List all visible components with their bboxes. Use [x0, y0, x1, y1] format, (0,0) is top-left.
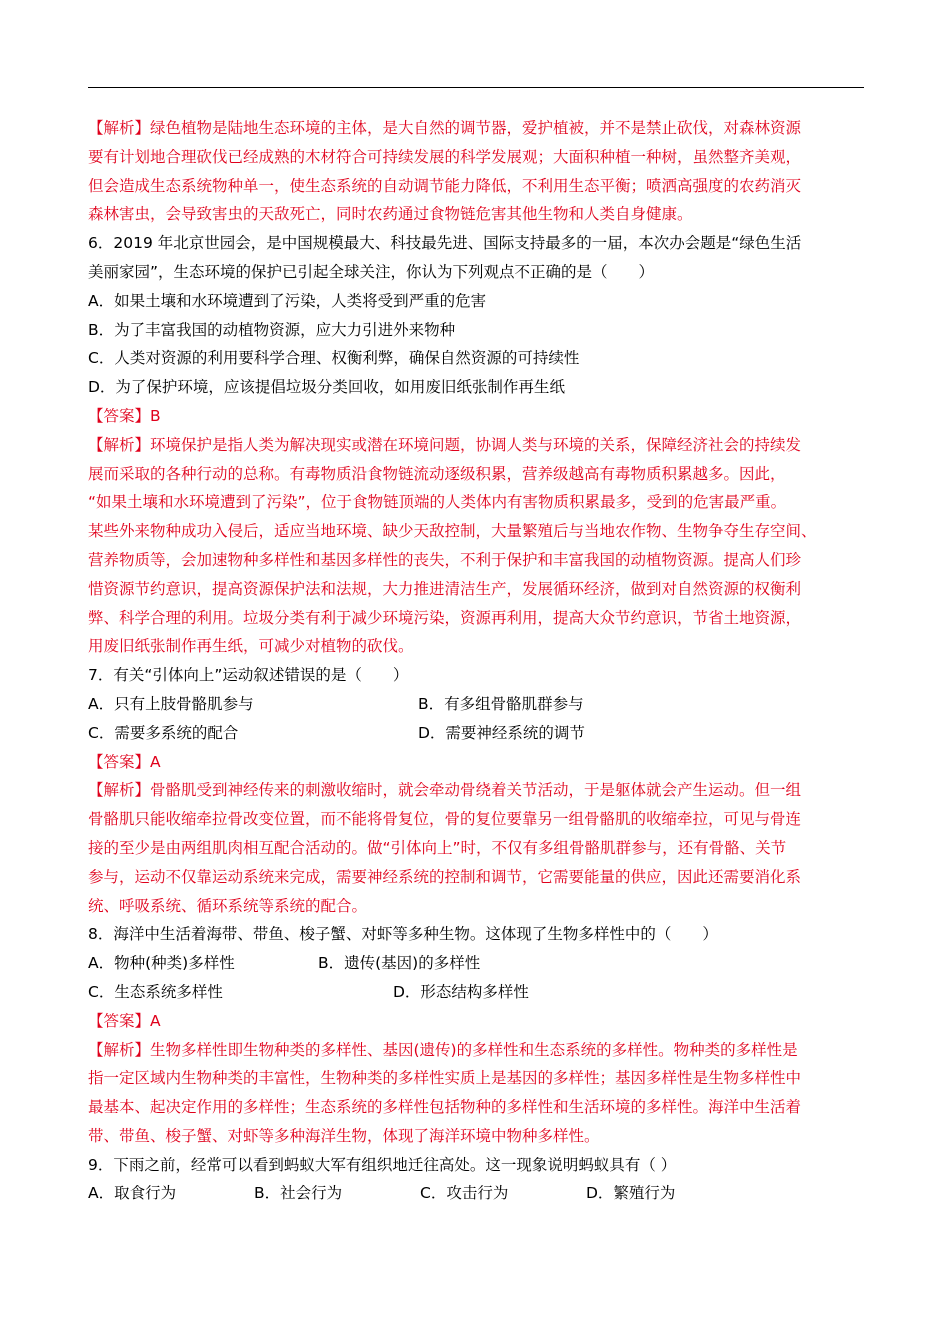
analysis-line: 最基本、起决定作用的多样性；生态系统的多样性包括物种的多样性和生活环境的多样性。海洋中生活着	[88, 1098, 802, 1117]
question-7	[88, 661, 864, 920]
answer: 【答案】A	[88, 1011, 161, 1030]
analysis-line: 要有计划地合理砍伐已经成熟的木材符合可持续发展的科学发展观；大面积种植一种树，虽然整齐美观，	[88, 147, 802, 166]
question-stem: 6．2019 年北京世园会，是中国规模最大、科技最先进、国际支持最多的一届，本次办会题是“绿色生活	[88, 234, 802, 253]
analysis-prev	[88, 114, 864, 229]
option-c: C．需要多系统的配合	[88, 723, 239, 742]
option-a: A．只有上肢骨骼肌参与	[88, 694, 254, 713]
options-row	[88, 978, 864, 1007]
option-d: D．为了保护环境，应该提倡垃圾分类回收，如用废旧纸张制作再生纸	[88, 378, 565, 397]
analysis-line: 惜资源节约意识，提高资源保护法和法规，大力推进清洁生产，发展循环经济，做到对自然资源的权衡利	[88, 579, 802, 598]
option-d: D．繁殖行为	[586, 1184, 676, 1203]
analysis-line: 展而采取的各种行动的总称。有毒物质沿食物链流动逐级积累，营养级越高有毒物质积累越多。因此，	[88, 464, 786, 483]
option-a: A．取食行为	[88, 1184, 177, 1203]
option-b: B．遗传(基因)的多样性	[318, 954, 481, 973]
analysis-line: 指一定区域内生物种类的丰富性，生物种类的多样性实质上是基因的多样性；基因多样性是生物多样性中	[88, 1069, 802, 1088]
analysis-line: 【解析】环境保护是指人类为解决现实或潜在环境问题，协调人类与环境的关系，保障经济社会的持续发	[88, 435, 802, 454]
answer: 【答案】B	[88, 406, 161, 425]
question-8	[88, 920, 864, 1150]
option-d: D．需要神经系统的调节	[418, 723, 585, 742]
question-stem: 8．海洋中生活着海带、带鱼、梭子蟹、对虾等多种生物。这体现了生物多样性中的（ ）	[88, 925, 718, 944]
question-stem: 美丽家园”，生态环境的保护已引起全球关注，你认为下列观点不正确的是（ ）	[88, 262, 655, 281]
analysis-line: 统、呼吸系统、循环系统等系统的配合。	[88, 896, 368, 915]
analysis-line: 某些外来物种成功入侵后，适应当地环境、缺少天敌控制，大量繁殖后与当地农作物、生物争夺生存空间、	[88, 522, 817, 541]
analysis-line: 弊、科学合理的利用。垃圾分类有利于减少环境污染，资源再利用，提高大众节约意识，节省土地资源，	[88, 608, 802, 627]
question-stem: 7．有关“引体向上”运动叙述错误的是（ ）	[88, 666, 409, 685]
analysis-line: 参与，运动不仅靠运动系统来完成，需要神经系统的控制和调节，它需要能量的供应，因此还需要消化系	[88, 867, 802, 886]
options-row	[88, 690, 864, 719]
options-row	[88, 719, 864, 748]
analysis-line: 用废旧纸张制作再生纸，可减少对植物的砍伐。	[88, 637, 414, 656]
answer: 【答案】A	[88, 752, 161, 771]
option-d: D．形态结构多样性	[393, 982, 529, 1001]
analysis-line: 【解析】绿色植物是陆地生态环境的主体，是大自然的调节器，爱护植被，并不是禁止砍伐，对森林资源	[88, 119, 802, 137]
options-row	[88, 949, 864, 978]
options-row	[88, 1179, 864, 1208]
header-rule	[88, 87, 864, 88]
analysis-line: 营养物质等，会加速物种多样性和基因多样性的丧失，不利于保护和丰富我国的动植物资源。提高人们珍	[88, 550, 802, 569]
analysis-line: “如果土壤和水环境遭到了污染”，位于食物链顶端的人类体内有害物质积累最多，受到的危害最严重。	[88, 493, 787, 512]
option-b: B．社会行为	[254, 1184, 343, 1203]
analysis-line: 带、带鱼、梭子蟹、对虾等多种海洋生物，体现了海洋环境中物种多样性。	[88, 1126, 600, 1145]
analysis-line: 骨骼肌只能收缩牵拉骨改变位置，而不能将骨复位，骨的复位要靠另一组骨骼肌的收缩牵拉，可见与骨连	[88, 810, 802, 829]
analysis-line: 【解析】生物多样性即生物种类的多样性、基因(遗传)的多样性和生态系统的多样性。物种类的多样性是	[88, 1040, 798, 1059]
option-a: A．物种(种类)多样性	[88, 954, 235, 973]
analysis-line: 但会造成生态系统物种单一，使生态系统的自动调节能力降低，不利用生态平衡；喷洒高强度的农药消灭	[88, 176, 802, 195]
analysis-line: 【解析】骨骼肌受到神经传来的刺激收缩时，就会牵动骨绕着关节活动，于是躯体就会产生运动。但一组	[88, 781, 802, 800]
question-stem: 9．下雨之前，经常可以看到蚂蚁大军有组织地迁往高处。这一现象说明蚂蚁具有（ ）	[88, 1155, 677, 1174]
document-body	[88, 114, 864, 1208]
question-9	[88, 1151, 864, 1209]
option-c: C．生态系统多样性	[88, 982, 223, 1001]
option-b: B．为了丰富我国的动植物资源，应大力引进外来物种	[88, 320, 456, 339]
option-b: B．有多组骨骼肌群参与	[418, 694, 584, 713]
question-6	[88, 229, 864, 661]
option-a: A．如果土壤和水环境遭到了污染，人类将受到严重的危害	[88, 291, 487, 310]
analysis-line: 接的至少是由两组肌肉相互配合活动的。做“引体向上”时，不仅有多组骨骼肌群参与，还有骨骼、关节	[88, 838, 787, 857]
option-c: C．攻击行为	[420, 1184, 509, 1203]
analysis-line: 森林害虫，会导致害虫的天敌死亡，同时农药通过食物链危害其他生物和人类自身健康。	[88, 205, 693, 224]
option-c: C．人类对资源的利用要科学合理、权衡利弊，确保自然资源的可持续性	[88, 349, 580, 368]
